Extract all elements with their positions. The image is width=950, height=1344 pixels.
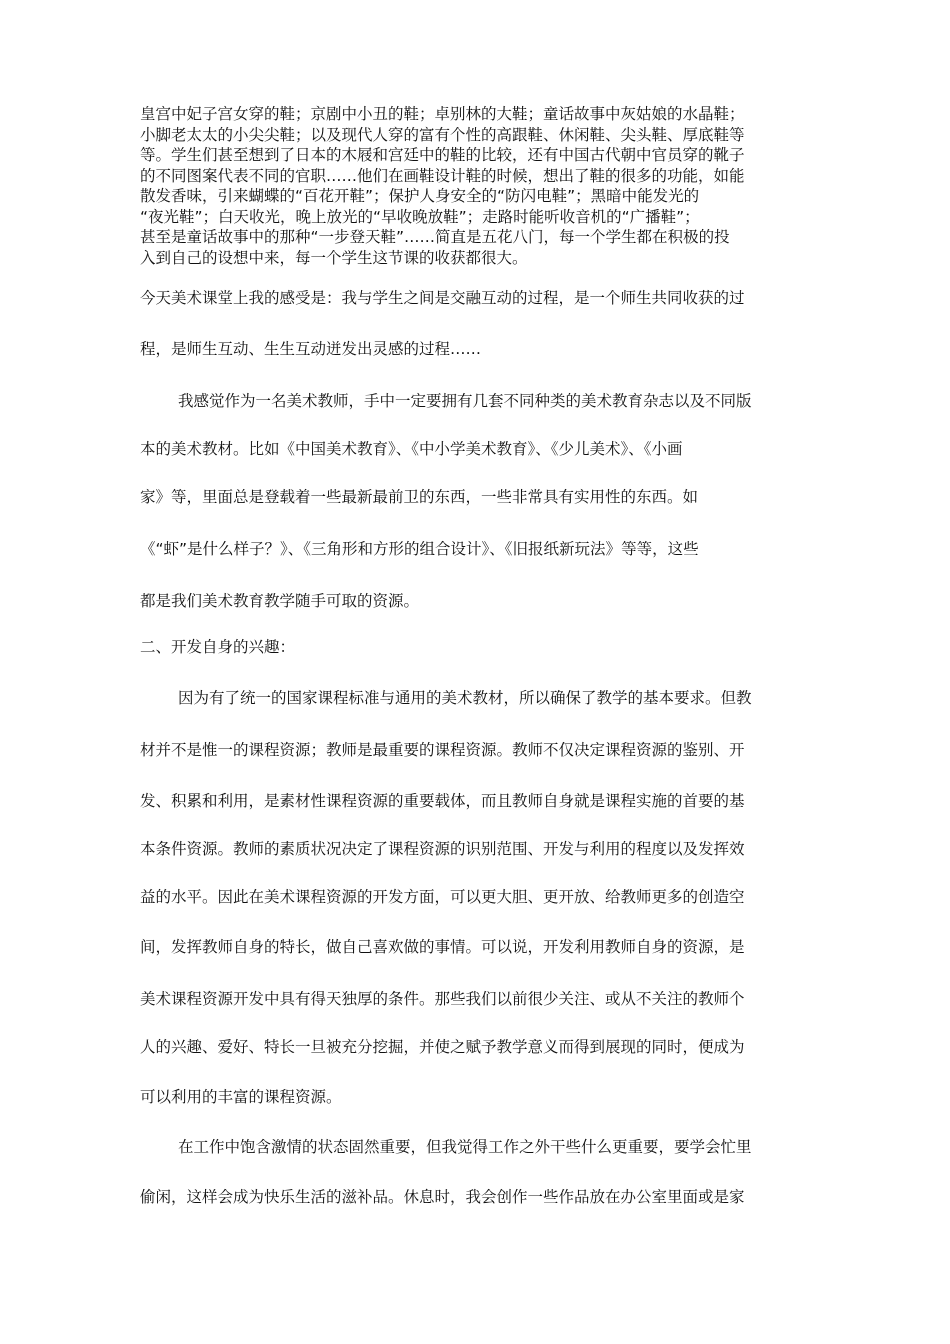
text-line: 《“虾”是什么样子？》、《三角形和方形的组合设计》、《旧报纸新玩法》等等，这些	[140, 540, 699, 558]
paragraph-first-line: 在工作中饱含激情的状态固然重要，但我觉得工作之外干些什么更重要，要学会忙里	[178, 1138, 752, 1156]
text-line: 材并不是惟一的课程资源；教师是最重要的课程资源。教师不仅决定课程资源的鉴别、开	[140, 741, 745, 759]
text-line: 可以利用的丰富的课程资源。	[140, 1088, 342, 1106]
text-line: 的不同图案代表不同的官职……他们在画鞋设计鞋的时候，想出了鞋的很多的功能，如能	[140, 166, 745, 185]
text-line: 人的兴趣、爱好、特长一旦被充分挖掘，并使之赋予教学意义而得到展现的同时，便成为	[140, 1038, 745, 1056]
text-line: 散发香味，引来蝴蝶的“百花开鞋”；保护人身安全的“防闪电鞋”；黑暗中能发光的	[140, 187, 700, 205]
text-line: 今天美术课堂上我的感受是：我与学生之间是交融互动的过程，是一个师生共同收获的过	[140, 289, 745, 307]
text-line: 小脚老太太的小尖尖鞋；以及现代人穿的富有个性的高跟鞋、休闲鞋、尖头鞋、厚底鞋等	[140, 125, 745, 144]
text-line: 甚至是童话故事中的那种“一步登天鞋”……简直是五花八门，每一个学生都在积极的投	[140, 228, 730, 246]
section-heading: 二、开发自身的兴趣：	[140, 638, 296, 656]
paragraph-first-line: 因为有了统一的国家课程标准与通用的美术教材，所以确保了教学的基本要求。但教	[178, 689, 752, 707]
shoe-design-paragraph	[140, 104, 820, 268]
text-line: 益的水平。因此在美术课程资源的开发方面，可以更大胆、更开放、给教师更多的创造空	[140, 888, 745, 906]
text-line: 偷闲，这样会成为快乐生活的滋补品。休息时，我会创作一些作品放在办公室里面或是家	[140, 1188, 745, 1206]
text-line: 程，是师生互动、生生互动迸发出灵感的过程……	[140, 340, 482, 358]
text-line: 都是我们美术教育教学随手可取的资源。	[140, 592, 420, 610]
text-line: 家》等，里面总是登载着一些最新最前卫的东西，一些非常具有实用性的东西。如	[140, 488, 699, 506]
text-line: 美术课程资源开发中具有得天独厚的条件。那些我们以前很少关注、或从不关注的教师个	[140, 990, 745, 1008]
text-line: 等。学生们甚至想到了日本的木屐和宫廷中的鞋的比较，还有中国古代朝中官员穿的靴子	[140, 146, 745, 164]
text-line: 本条件资源。教师的素质状况决定了课程资源的识别范围、开发与利用的程度以及发挥效	[140, 840, 745, 858]
text-line: 本的美术教材。比如《中国美术教育》、《中小学美术教育》、《少儿美术》、《小画	[140, 440, 683, 458]
text-line: 间，发挥教师自身的特长，做自己喜欢做的事情。可以说，开发利用教师自身的资源，是	[140, 938, 745, 956]
text-line: 皇宫中妃子宫女穿的鞋；京剧中小丑的鞋；卓别林的大鞋；童话故事中灰姑娘的水晶鞋；	[140, 105, 745, 123]
text-line: 入到自己的设想中来，每一个学生这节课的收获都很大。	[140, 248, 528, 267]
paragraph-first-line: 我感觉作为一名美术教师，手中一定要拥有几套不同种类的美术教育杂志以及不同版	[178, 392, 752, 410]
text-line: 发、积累和利用，是素材性课程资源的重要载体，而且教师自身就是课程实施的首要的基	[140, 792, 745, 810]
text-line: “夜光鞋”；白天收光，晚上放光的“早收晚放鞋”；走路时能听收音机的“广播鞋”；	[140, 207, 700, 226]
